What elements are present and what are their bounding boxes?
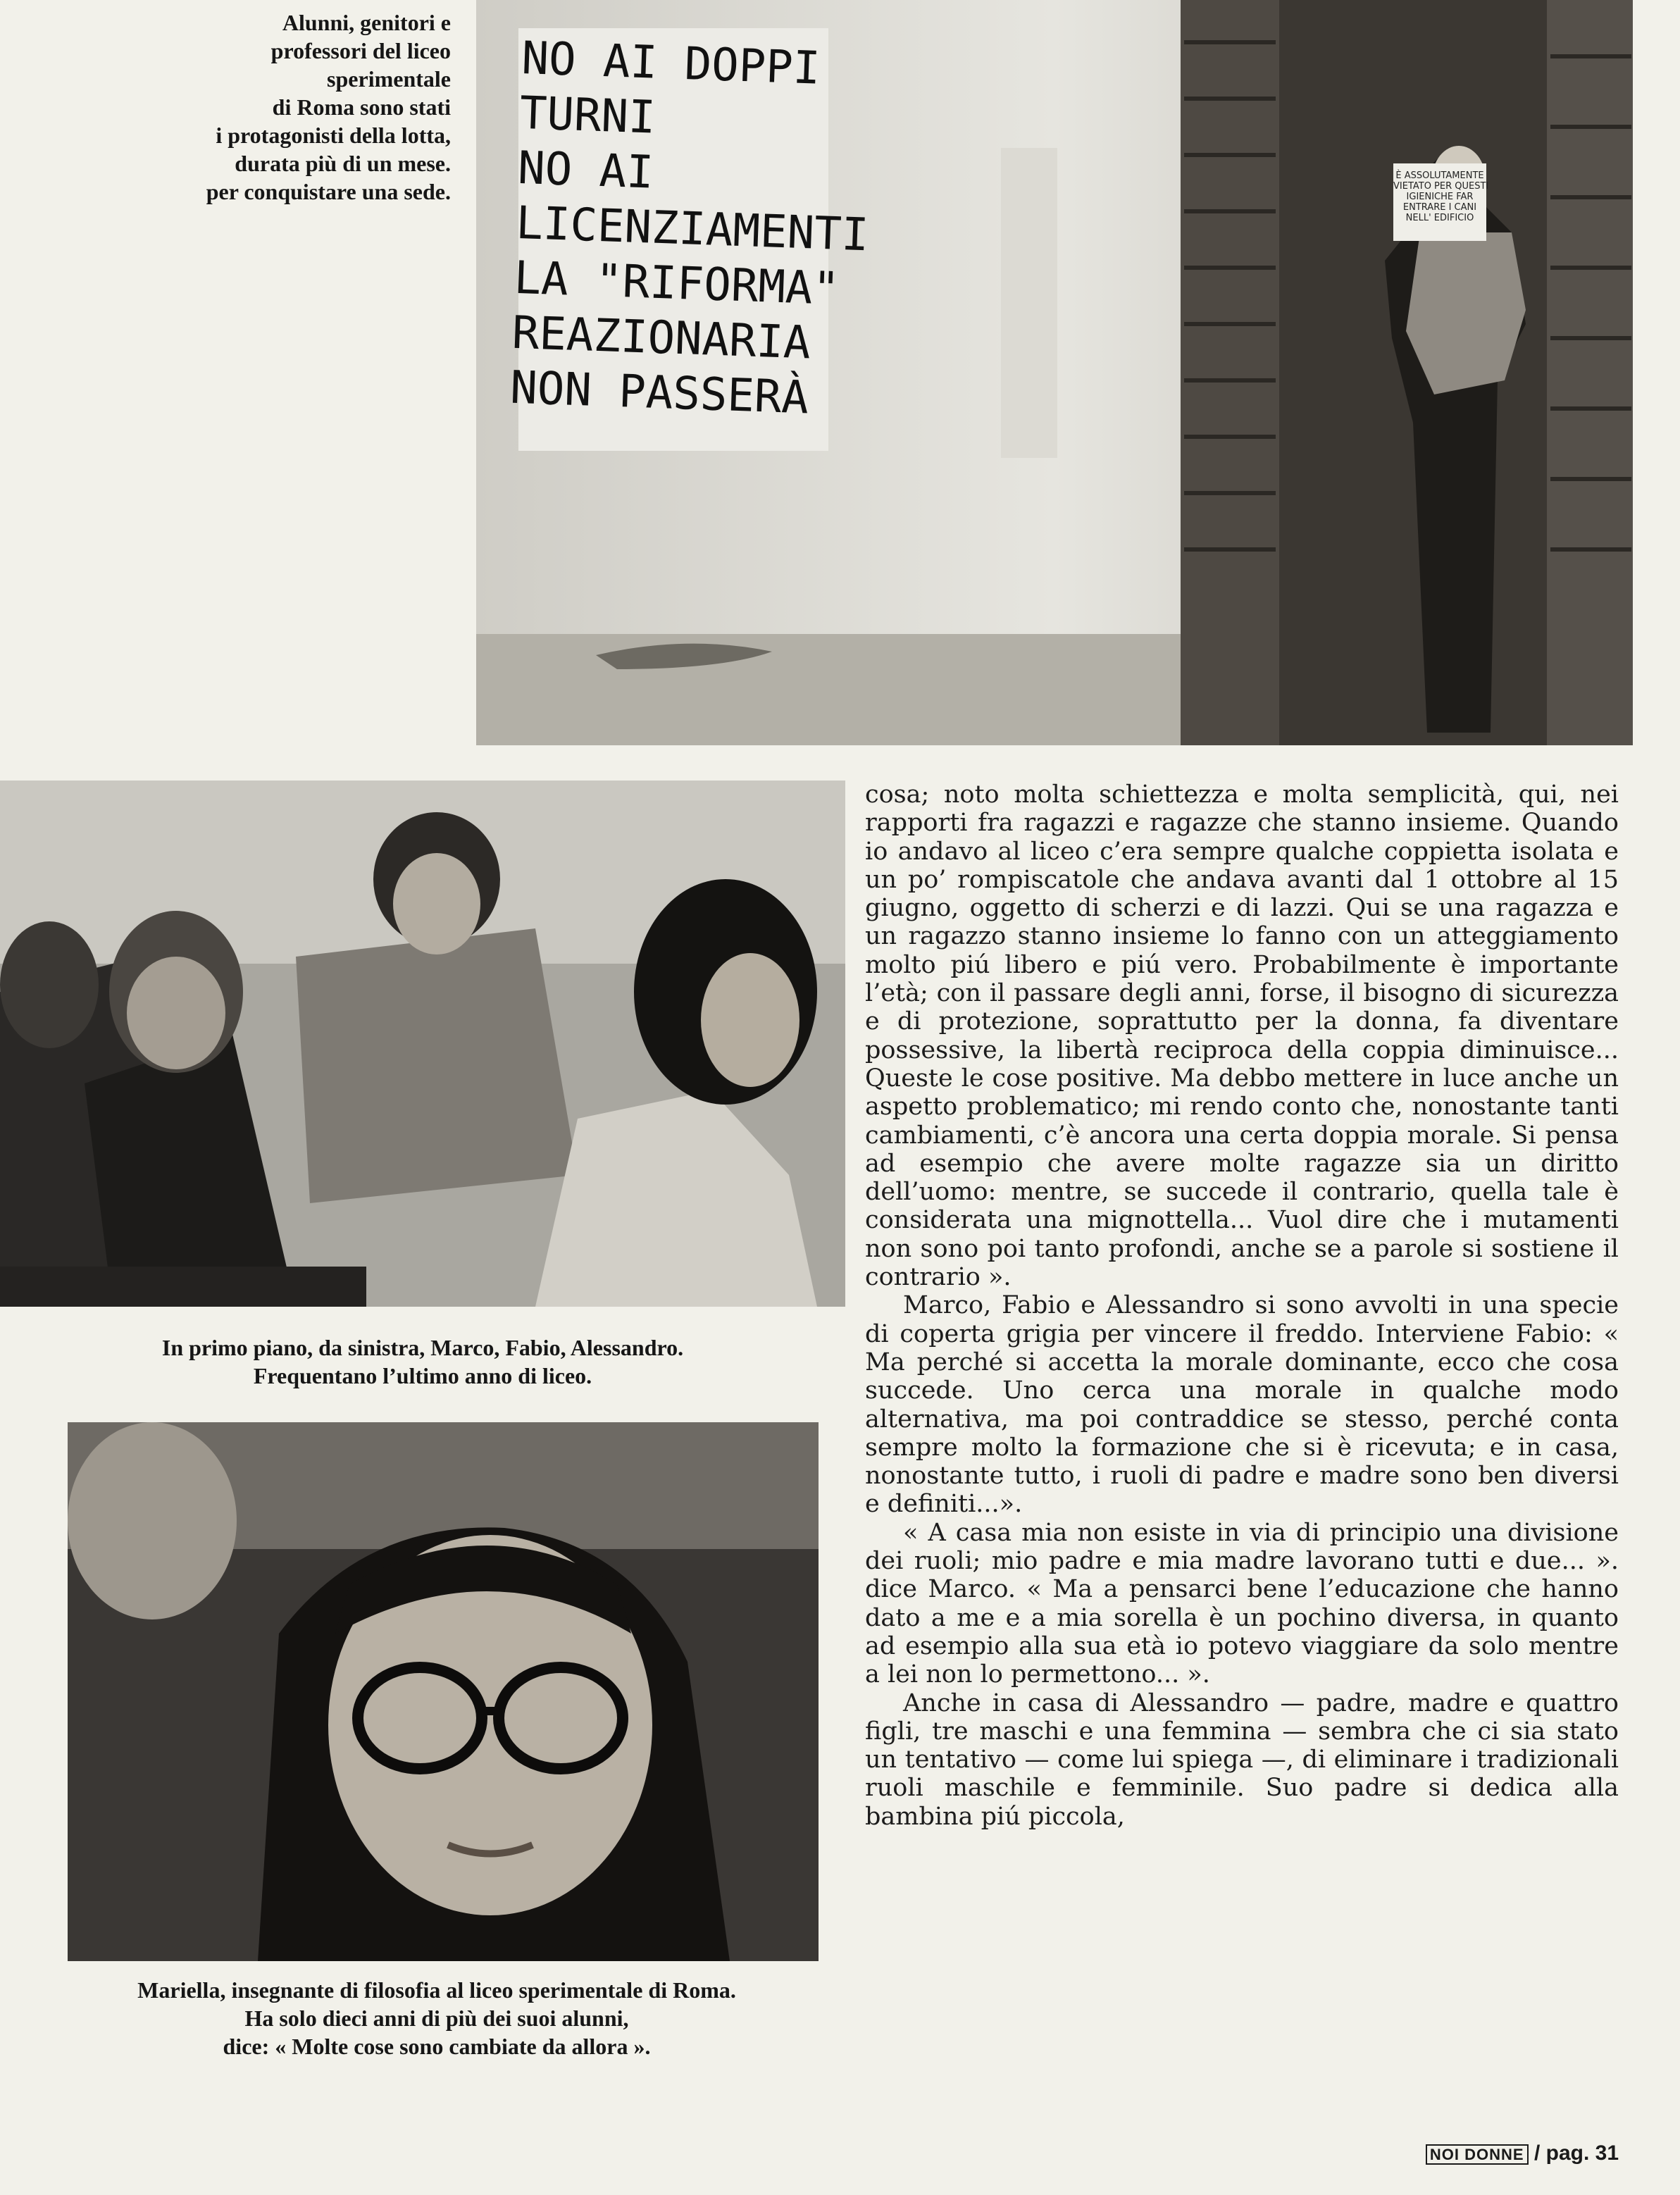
photo-teacher-illustration xyxy=(68,1422,819,1961)
door-notice xyxy=(1393,163,1489,241)
caption-bottom xyxy=(42,1976,831,2060)
caption-line: Mariella, insegnante di filosofia al liceo sperimentale di Roma. xyxy=(137,1977,736,2003)
caption-line: dice: « Molte cose sono cambiate da allora ». xyxy=(223,2034,651,2059)
caption-middle xyxy=(0,1333,845,1390)
caption-line: Frequentano l’ultimo anno di liceo. xyxy=(253,1363,592,1388)
article-paragraph: Anche in casa di Alessandro — padre, madre e quattro figli, tre maschi e una femmina — sembra che ci sia stato un tentativo — come lui spiega —, di eliminare i tradizionali ruoli maschile e femminile. Suo padre si dedica alla bambina piú piccola, xyxy=(865,1689,1619,1831)
photo-students xyxy=(0,781,845,1307)
caption-line: Alunni, genitori e xyxy=(282,10,451,35)
caption-line: In primo piano, da sinistra, Marco, Fabio, Alessandro. xyxy=(161,1335,684,1360)
photo-teacher xyxy=(68,1422,819,1961)
caption-line: durata più di un mese. xyxy=(235,151,451,176)
caption-line: per conquistare una sede. xyxy=(206,179,451,204)
protest-sign-text: NO AI DOPPI TURNI NO AI LICENZIAMENTI LA "RIFORMA" REAZIONARIA NON PASSERÀ xyxy=(509,32,870,425)
caption-line: sperimentale xyxy=(327,66,451,92)
caption-line: Ha solo dieci anni di più dei suoi alunni, xyxy=(244,2006,629,2031)
article-paragraph: Marco, Fabio e Alessandro si sono avvolti in una specie di coperta grigia per vincere il freddo. Interviene Fabio: « Ma perché si accetta la morale dominante, ecco che cosa succede. Uno cerca una morale in qualche modo alternativa, ma poi contraddice se stesso, perché conta sempre molto la formazione che si è ricevuta; e in casa, nonostante tutto, i ruoli di padre e madre sono ben diversi e definiti...». xyxy=(865,1291,1619,1519)
caption-line: i protagonisti della lotta, xyxy=(216,123,451,148)
caption-top-left xyxy=(106,8,451,206)
door-notice-text: È ASSOLUTAMENTE VIETATO PER QUESTI IGIENICHE FAR ENTRARE I CANI NELL' EDIFICIO xyxy=(1393,170,1489,223)
caption-line: professori del liceo xyxy=(270,38,451,63)
photo-students-illustration xyxy=(0,781,845,1307)
article-paragraph: « A casa mia non esiste in via di principio una divisione dei ruoli; mio padre e mia madre lavorano tutti e due... ». dice Marco. « Ma a pensarci bene l’educazione che hanno dato a me e a mia sorella è un pochino diversa, in quanto ad esempio alla sua età io potevo viaggiare da solo mentre a lei non lo permettono... ». xyxy=(865,1518,1619,1689)
magazine-masthead: NOI DONNE xyxy=(1426,2144,1529,2165)
article-column xyxy=(865,781,1619,1831)
page-footer xyxy=(1374,2141,1619,2165)
page-number: pag. 31 xyxy=(1545,2141,1619,2165)
footer-separator: / xyxy=(1533,2141,1541,2165)
article-paragraph: cosa; noto molta schiettezza e molta semplicità, qui, nei rapporti fra ragazzi e ragazze che stanno insieme. Quando io andavo al liceo c’era sempre qualche coppietta isolata e un po’ rompiscatole che andava avanti dal 1 ottobre al 15 giugno, oggetto di scherzi e di lazzi. Qui se una ragazza e un ragazzo stanno insieme lo fanno con un atteggiamento molto piú libero e piú vero. Probabilmente è importante l’età; con il passare degli anni, forse, il bisogno di sicurezza e di protezione, soprattutto per la donna, fa diventare possessive, la libertà reciproca della coppia diminuisce... Queste le cose positive. Ma debbo mettere in luce anche un aspetto problematico; mi rendo conto che, nonostante tanti cambiamenti, c’è ancora una certa doppia morale. Si pensa ad esempio che avere molte ragazze sia un diritto dell’uomo: mentre, se succede il contrario, quella tale è considerata una mignottella... Vuol dire che i mutamenti non sono poi tanto profondi, anche se a parole si sostiene il contrario ». xyxy=(865,781,1619,1292)
caption-line: di Roma sono stati xyxy=(272,94,451,120)
